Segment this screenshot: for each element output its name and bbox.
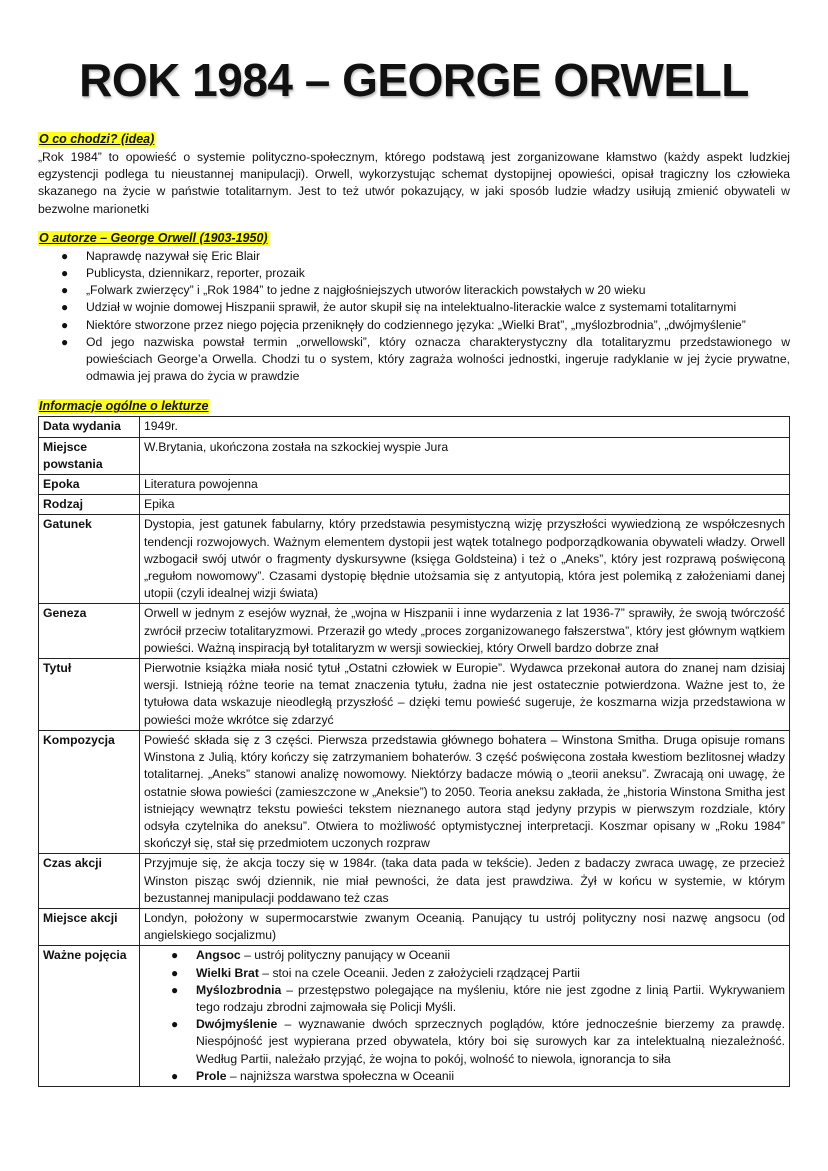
table-row	[39, 437, 790, 474]
concept-item	[171, 965, 785, 982]
row-label: Gatunek	[39, 515, 140, 604]
table-row	[39, 604, 790, 659]
row-label: Miejsce powstania	[39, 437, 140, 474]
bullet-icon: ●	[171, 948, 179, 963]
concept-item	[171, 1016, 785, 1068]
table-row-concepts	[39, 946, 790, 1087]
bullet-text: Udział w wojnie domowej Hiszpanii sprawił, że autor skupił się na intelektualno-literackie walce z systemami totalitarnymi	[86, 300, 737, 315]
row-label: Rodzaj	[39, 495, 140, 515]
table-row	[39, 417, 790, 437]
list-item	[61, 248, 790, 265]
section-heading-idea: O co chodzi? (idea)	[39, 132, 155, 146]
table-row	[39, 515, 790, 604]
row-value: Dystopia, jest gatunek fabularny, który przedstawia pesymistyczną wizję przyszłości wywiedzioną ze współczesnych tendencji rozwojowych. Ważnym elementem dystopii jest wątek totalnego podporządkowania obywateli władzy. Orwell wzbogacił swój utwór o fragmenty dyskursywne (księga Goldsteina) i też o „Aneks”, który jest rozprawą poświęconą „regułom nowomowy”. Czasami dystopię błędnie utożsamia się z antyutopią, która jest polemiką z założeniami danej utopii (czyli idealnej wizji świata)	[140, 515, 790, 604]
bullet-text: „Folwark zwierzęcy” i „Rok 1984” to jedne z najgłośniejszych utworów literackich powstałych w 20 wieku	[86, 283, 646, 298]
concept-definition: – ustrój polityczny panujący w Oceanii	[240, 948, 451, 963]
row-value: Literatura powojenna	[140, 475, 790, 495]
list-item	[61, 299, 790, 316]
row-label: Miejsce akcji	[39, 908, 140, 945]
concept-term: Dwójmyślenie	[196, 1017, 278, 1032]
row-value: Epika	[140, 495, 790, 515]
row-value: W.Brytania, ukończona została na szkockiej wyspie Jura	[140, 437, 790, 474]
table-row	[39, 908, 790, 945]
row-value: Pierwotnie książka miała nosić tytuł „Ostatni człowiek w Europie”. Wydawca przekonał autora do znanej nam dzisiaj wersji. Istnieją różne teorie na temat znaczenia tytułu, żadna nie jest ostatecznie potwierdzona. Ważne jest to, że tytułowa data wskazuje nieodległą przyszłość – dzięki temu powieść sugeruje, że koszmarna wizja przedstawiona w powieści może wkrótce się zdarzyć	[140, 659, 790, 731]
concept-definition: – wyznawanie dwóch sprzecznych poglądów, które jednocześnie bierzemy za prawdę. Niespójność jest wypierana przed obywatela, który boi się surowych kar za intelektualną niezależność. Według Partii, należało przyjąć, że wojna to pokój, wolność to niewola, ignorancja to siła	[196, 1017, 785, 1066]
row-label: Epoka	[39, 475, 140, 495]
concept-term: Wielki Brat	[196, 965, 259, 980]
idea-paragraph: „Rok 1984” to opowieść o systemie polityczno-społecznym, którego podstawą jest zorganizowane kłamstwo (każdy aspekt ludzkiej egzystencji podlega tu nieustannej manipulacji). Orwell, wykorzystując schemat dystopijnej opowieści, opisał tragiczny los człowieka skazanego na życie w państwie totalitarnym. Jest to też utwór pokazujący, w jaki sposób ludzie władzy usiłują zmienić obywateli w bezwolne marionetki	[38, 150, 790, 216]
table-row	[39, 854, 790, 909]
row-value: Powieść składa się z 3 części. Pierwsza przedstawia głównego bohatera – Winstona Smitha. Druga opisuje romans Winstona z Julią, który kończy się zatrzymaniem bohaterów. 3 część poświęcona została kwestiom bezlitosnej władzy totalitarnej. „Aneks” stanowi analizę nowomowy. Niektórzy badacze mówią o „teorii aneksu”. Zwracają oni uwagę, że ostatnie słowa powieści (zamieszczone w „Aneksie”) to 2050. Teoria aneksu zakłada, że „historia Winstona Smitha jest istniejący wewnątrz tekstu powieści tekstem nieznanego autora stąd jedyny przypis w pierwszym rozdziale, który odsyła czytelnika do aneksu”. Otwiera to możliwość optymistycznej interpretacji. Koszmar opisany w „Roku 1984” skończył się, stał się przedmiotem uczonych rozpraw	[140, 730, 790, 853]
section-heading-info: Informacje ogólne o lekturze	[39, 399, 209, 414]
row-label: Ważne pojęcia	[39, 946, 140, 1087]
table-row	[39, 730, 790, 853]
bullet-icon: ●	[61, 266, 69, 281]
concepts-cell	[140, 946, 790, 1087]
row-label: Czas akcji	[39, 854, 140, 909]
row-value: Londyn, położony w supermocarstwie zwanym Oceanią. Panujący tu ustrój polityczny nosi nazwę angsocu (od angielskiego socjalizmu)	[140, 908, 790, 945]
list-item	[61, 282, 790, 299]
concept-definition: – najniższa warstwa społeczna w Oceanii	[226, 1068, 455, 1083]
list-item	[61, 334, 790, 386]
document-title: ROK 1984 – GEORGE ORWELL	[79, 54, 749, 106]
row-label: Data wydania	[39, 417, 140, 437]
bullet-icon: ●	[61, 317, 69, 332]
bullet-icon: ●	[171, 965, 179, 980]
row-label: Geneza	[39, 604, 140, 659]
row-label: Tytuł	[39, 659, 140, 731]
bullet-icon: ●	[61, 283, 69, 298]
concept-item	[171, 1068, 785, 1085]
bullet-text: Naprawdę nazywał się Eric Blair	[86, 248, 261, 263]
concept-definition: – przestępstwo polegające na myśleniu, które nie jest zgodne z linią Partii. Wykrywaniem tego rodzaju zbrodni zajmowała się Policji Myśli.	[196, 982, 785, 1014]
bullet-icon: ●	[171, 982, 179, 997]
bullet-text: Niektóre stworzone przez niego pojęcia przeniknęły do codziennego języka: „Wielki Brat”, „myślozbrodnia”, „dwójmyślenie”	[86, 317, 746, 332]
bullet-icon: ●	[61, 334, 69, 349]
concepts-list	[144, 947, 785, 1085]
bullet-icon: ●	[171, 1068, 179, 1083]
concept-term: Angsoc	[196, 948, 241, 963]
document-page	[38, 0, 790, 1087]
concept-term: Myślozbrodnia	[196, 982, 282, 997]
author-bullet-list	[38, 248, 790, 386]
row-value: 1949r.	[140, 417, 790, 437]
bullet-icon: ●	[171, 1017, 179, 1032]
list-item	[61, 317, 790, 334]
table-row	[39, 475, 790, 495]
row-value: Przyjmuje się, że akcja toczy się w 1984r. (taka data pada w tekście). Jeden z badaczy zwraca uwagę, ze przecież Winston pisząc swój dziennik, nie miał pewności, że data jest prawdziwa. Żył w końcu w systemie, w którym bezustannej manipulacji poddawano też czas	[140, 854, 790, 909]
info-table	[38, 416, 790, 1087]
concept-item	[171, 982, 785, 1016]
row-value: Orwell w jednym z esejów wyznał, że „wojna w Hiszpanii i inne wydarzenia z lat 1936-7” sprawiły, że swoją twórczość zwrócił przeciw totalitaryzmowi. Przeraził go wtedy „proces zorganizowanego fałszerstwa”, który jest głównym wątkiem powieści. Ważną inspiracją był totalitaryzm w wersji sowieckiej, który Orwell bardzo dobrze znał	[140, 604, 790, 659]
concept-definition: – stoi na czele Oceanii. Jeden z założycieli rządzącej Partii	[258, 965, 580, 980]
concept-item	[171, 947, 785, 964]
bullet-icon: ●	[61, 300, 69, 315]
concept-term: Prole	[196, 1068, 227, 1083]
row-label: Kompozycja	[39, 730, 140, 853]
table-row	[39, 495, 790, 515]
bullet-text: Od jego nazwiska powstał termin „orwellowski”, który oznacza charakterystyczny dla totalitaryzmu przedstawionego w powieściach George’a Orwella. Chodzi tu o system, który zagraża wolności jednostki, ingeruje radyklanie w jej życie prywatne, odmawia jej prawa do życia w prawdzie	[86, 334, 790, 384]
bullet-icon: ●	[61, 248, 69, 263]
list-item	[61, 265, 790, 282]
table-row	[39, 659, 790, 731]
bullet-text: Publicysta, dziennikarz, reporter, prozaik	[86, 266, 305, 281]
section-heading-author: O autorze – George Orwell (1903-1950)	[39, 230, 268, 245]
